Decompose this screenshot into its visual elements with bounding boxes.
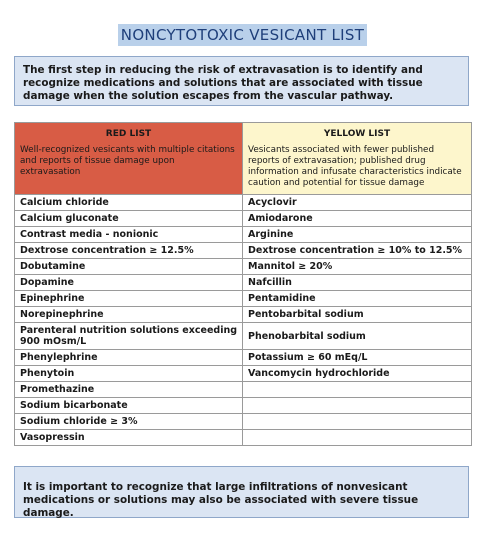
table-row — [15, 414, 472, 430]
yellow-list-heading: YELLOW LIST — [323, 129, 391, 139]
red-list-item: Norepinephrine — [15, 307, 243, 323]
red-list-item: Phenytoin — [15, 366, 243, 382]
table-row — [15, 195, 472, 211]
red-list-heading: RED LIST — [105, 129, 152, 139]
table-row — [15, 307, 472, 323]
yellow-list-item: Mannitol ≥ 20% — [243, 259, 472, 275]
yellow-list-item: Vancomycin hydrochloride — [243, 366, 472, 382]
table-body — [15, 195, 472, 446]
red-list-item: Dextrose concentration ≥ 12.5% — [15, 243, 243, 259]
yellow-list-description: Vesicants associated with fewer published reports of extravasation; published drug information and infusate characteristics indicate caution and potential for tissue damage — [248, 145, 462, 188]
yellow-list-item: Nafcillin — [243, 275, 472, 291]
yellow-list-item: Amiodarone — [243, 211, 472, 227]
red-list-item: Vasopressin — [15, 430, 243, 446]
yellow-list-item — [243, 414, 472, 430]
table-row — [15, 227, 472, 243]
title-container — [0, 24, 485, 46]
table-row — [15, 323, 472, 350]
yellow-list-item: Pentamidine — [243, 291, 472, 307]
intro-box: The first step in reducing the risk of extravasation is to identify and recognize medications and solutions that are associated with tissue damage when the solution escapes from the vascular pathway. — [14, 56, 469, 106]
red-list-item: Phenylephrine — [15, 350, 243, 366]
red-list-description: Well-recognized vesicants with multiple citations and reports of tissue damage upon extravasation — [20, 145, 235, 177]
red-list-item: Dobutamine — [15, 259, 243, 275]
red-list-item: Calcium gluconate — [15, 211, 243, 227]
red-list-item: Promethazine — [15, 382, 243, 398]
table-row — [15, 259, 472, 275]
yellow-list-header — [243, 123, 472, 195]
page-title: NONCYTOTOXIC VESICANT LIST — [118, 24, 367, 46]
yellow-list-item: Potassium ≥ 60 mEq/L — [243, 350, 472, 366]
table-row — [15, 366, 472, 382]
table-row — [15, 398, 472, 414]
yellow-list-item — [243, 398, 472, 414]
vesicant-table — [14, 122, 472, 446]
red-list-item: Contrast media - nonionic — [15, 227, 243, 243]
yellow-list-item — [243, 430, 472, 446]
table-row — [15, 382, 472, 398]
yellow-list-item: Acyclovir — [243, 195, 472, 211]
red-list-item: Parenteral nutrition solutions exceeding 900 mOsm/L — [15, 323, 243, 350]
table-row — [15, 430, 472, 446]
table-header-row — [15, 123, 472, 195]
red-list-item: Sodium bicarbonate — [15, 398, 243, 414]
yellow-list-item: Dextrose concentration ≥ 10% to 12.5% — [243, 243, 472, 259]
yellow-list-item — [243, 382, 472, 398]
table-row — [15, 291, 472, 307]
table-row — [15, 211, 472, 227]
yellow-list-item: Arginine — [243, 227, 472, 243]
table-row — [15, 350, 472, 366]
note-box: It is important to recognize that large infiltrations of nonvesicant medications or solutions may also be associated with severe tissue damage. — [14, 466, 469, 518]
red-list-item: Epinephrine — [15, 291, 243, 307]
red-list-item: Sodium chloride ≥ 3% — [15, 414, 243, 430]
table-row — [15, 275, 472, 291]
yellow-list-item: Phenobarbital sodium — [243, 323, 472, 350]
yellow-list-item: Pentobarbital sodium — [243, 307, 472, 323]
red-list-item: Dopamine — [15, 275, 243, 291]
red-list-header — [15, 123, 243, 195]
table-row — [15, 243, 472, 259]
red-list-item: Calcium chloride — [15, 195, 243, 211]
